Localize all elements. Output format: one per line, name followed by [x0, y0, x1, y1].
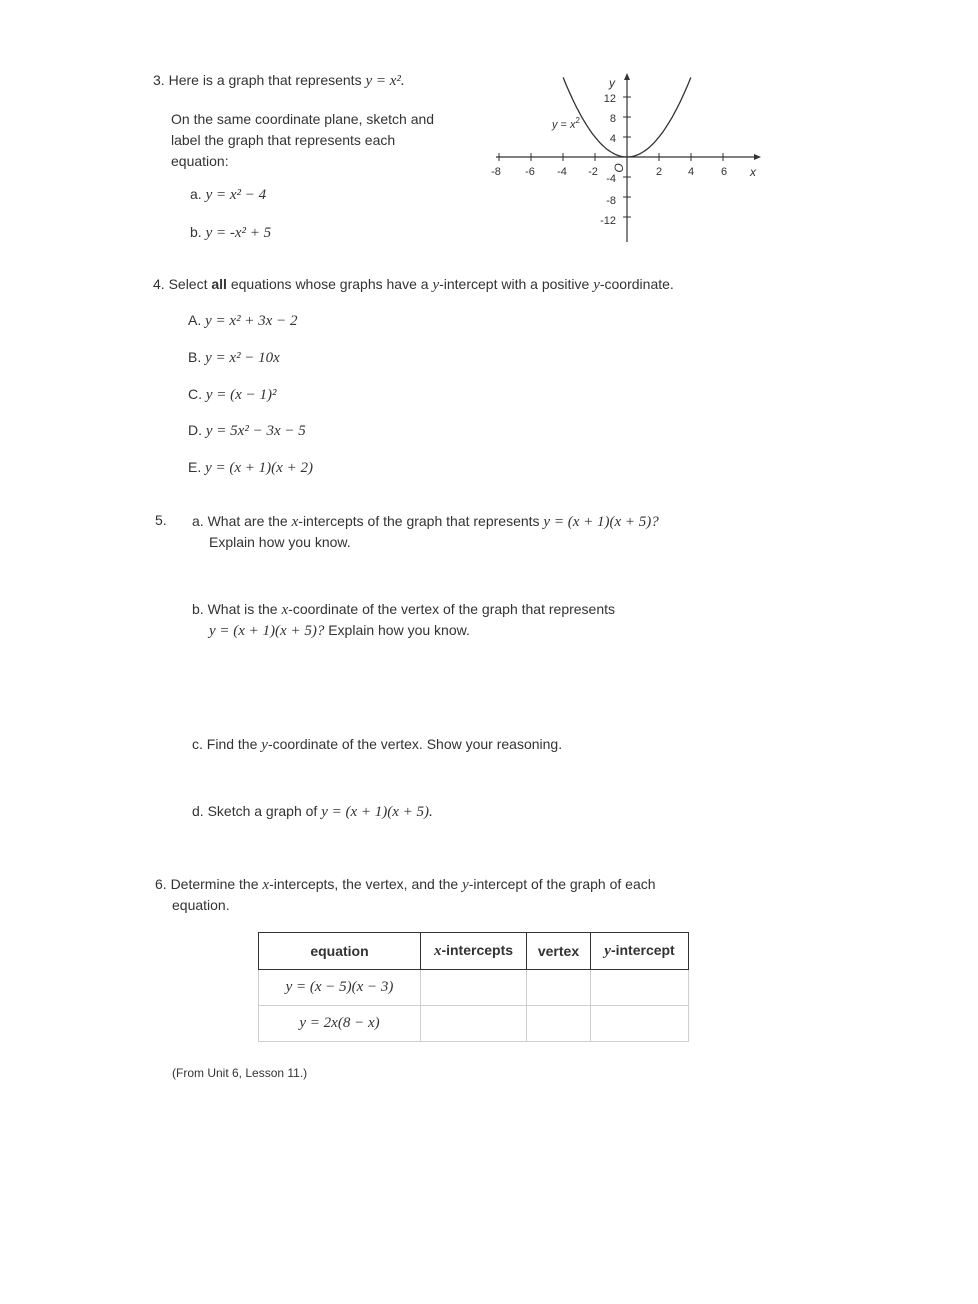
- vertex-cell[interactable]: [527, 1006, 591, 1042]
- x-tick-label: 2: [655, 166, 663, 178]
- q4-option-label: B.: [188, 349, 202, 365]
- header-vertex: vertex: [527, 933, 591, 970]
- q6-table: [258, 932, 689, 1042]
- row-equation: y = 2x(8 − x): [259, 1006, 421, 1042]
- table-row: [259, 970, 689, 1006]
- x-tick-label: -8: [491, 166, 501, 178]
- table-header-row: [259, 933, 689, 970]
- q4-prompt-text: -coordinate.: [599, 276, 674, 292]
- source-note: (From Unit 6, Lesson 11.): [172, 1066, 308, 1080]
- q4-prompt-text: 4. Select: [153, 276, 212, 292]
- q3-intro: [153, 72, 405, 90]
- q4-option: [188, 422, 306, 440]
- q3-a-label: a.: [190, 186, 202, 202]
- q3-a-equation: y = x² − 4: [205, 187, 267, 203]
- q6-prompt: [155, 876, 656, 894]
- q4-option-label: D.: [188, 422, 202, 438]
- q4-option-equation: y = (x + 1)(x + 2): [205, 460, 313, 476]
- y-intercept-cell[interactable]: [591, 1006, 689, 1042]
- q5-d-equation: y = (x + 1)(x + 5).: [321, 804, 433, 820]
- y-intercept-cell[interactable]: [591, 970, 689, 1006]
- q4-option-equation: y = x² + 3x − 2: [205, 313, 298, 329]
- vertex-cell[interactable]: [527, 970, 591, 1006]
- q5-c-text: -coordinate of the vertex. Show your reasoning.: [267, 736, 563, 752]
- q5-b-var: x: [281, 602, 289, 618]
- q4-option-label: E.: [188, 459, 202, 475]
- q6-text: 6. Determine the: [155, 876, 263, 892]
- q6-var: y: [462, 877, 469, 893]
- q3-intro-equation: y = x².: [365, 73, 405, 89]
- q3-part-a: [190, 186, 266, 204]
- y-tick-label: 4: [609, 133, 616, 145]
- q4-prompt-text: equations whose graphs have a: [226, 276, 433, 292]
- q4-option-label: A.: [188, 312, 202, 328]
- q5-a-var: x: [291, 514, 299, 530]
- q4-option: [188, 459, 313, 477]
- q4-prompt-emphasis: all: [211, 276, 227, 292]
- table-row: [259, 1006, 689, 1042]
- q4-option: [188, 312, 297, 330]
- q4-prompt-text: -intercept with a positive: [439, 276, 594, 292]
- q4-prompt: [153, 276, 674, 294]
- y-tick-label: 8: [609, 113, 616, 125]
- curve-label: $y = x^2$: [552, 116, 580, 131]
- q5-c-var: y: [261, 737, 268, 753]
- q5-b-equation: y = (x + 1)(x + 5)?: [209, 623, 325, 639]
- x-tick-label: -6: [525, 166, 535, 178]
- x-tick-label: 6: [720, 166, 728, 178]
- q5-a-text: a. What are the: [192, 513, 292, 529]
- q5-part-d: [192, 803, 433, 821]
- q6-var: x: [262, 877, 270, 893]
- q3-instr-line-2: label the graph that represents each: [171, 132, 396, 148]
- q3-graph: [480, 68, 780, 248]
- origin-label: O: [612, 163, 626, 173]
- q4-prompt-var: y: [593, 277, 600, 293]
- q4-prompt-var: y: [432, 277, 440, 293]
- q5-number: 5.: [155, 512, 167, 528]
- q5-a-text: -intercepts of the graph that represents: [298, 513, 544, 529]
- q6-prompt-line2: equation.: [172, 897, 230, 913]
- q5-a-equation: y = (x + 1)(x + 5)?: [543, 514, 659, 530]
- q4-option-label: C.: [188, 386, 202, 402]
- q3-instr-line-3: equation:: [171, 153, 229, 169]
- q3-b-label: b.: [190, 224, 202, 240]
- q5-b-line2: [209, 622, 470, 640]
- q5-b-text: -coordinate of the vertex of the graph that represents: [288, 601, 616, 617]
- row-equation: y = (x − 5)(x − 3): [259, 970, 421, 1006]
- x-tick-label: -2: [588, 166, 598, 178]
- q4-option: [188, 386, 276, 404]
- x-axis-arrow-icon: [754, 154, 761, 160]
- q3-b-equation: y = -x² + 5: [205, 225, 272, 241]
- q3-instructions: [171, 109, 434, 172]
- y-axis-arrow-icon: [624, 73, 630, 80]
- q5-d-text: d. Sketch a graph of: [192, 803, 322, 819]
- x-axis-label: x: [750, 165, 756, 179]
- q5-part-b: [192, 601, 615, 619]
- q4-option: [188, 349, 280, 367]
- q3-number: 3.: [153, 72, 165, 88]
- header-equation: equation: [259, 933, 421, 970]
- q6-text: -intercept of the graph of each: [468, 876, 656, 892]
- y-tick-label: -12: [600, 215, 616, 227]
- x-tick-label: 4: [687, 166, 695, 178]
- q5-part-a: [192, 513, 659, 531]
- q4-option-equation: y = (x − 1)²: [205, 387, 277, 403]
- q4-option-equation: y = x² − 10x: [205, 350, 280, 366]
- x-intercepts-cell[interactable]: [421, 1006, 527, 1042]
- y-axis-label: y: [609, 76, 615, 90]
- header-y-intercept: y-intercept: [591, 933, 689, 970]
- q5-a-line2: Explain how you know.: [209, 534, 351, 550]
- header-x-intercepts: x-intercepts: [421, 933, 527, 970]
- y-tick-label: -4: [606, 173, 616, 185]
- y-tick-label: -8: [606, 195, 616, 207]
- q5-c-text: c. Find the: [192, 736, 262, 752]
- y-tick-label: 12: [603, 93, 616, 105]
- q5-part-c: [192, 736, 562, 754]
- x-tick-label: -4: [557, 166, 567, 178]
- q3-part-b: [190, 224, 271, 242]
- q3-intro-text: Here is a graph that represents: [168, 72, 362, 88]
- q5-b-text: b. What is the: [192, 601, 282, 617]
- q4-option-equation: y = 5x² − 3x − 5: [205, 423, 306, 439]
- x-intercepts-cell[interactable]: [421, 970, 527, 1006]
- q6-text: -intercepts, the vertex, and the: [269, 876, 463, 892]
- q3-instr-line-1: On the same coordinate plane, sketch and: [171, 111, 435, 127]
- q5-b-text: Explain how you know.: [324, 622, 470, 638]
